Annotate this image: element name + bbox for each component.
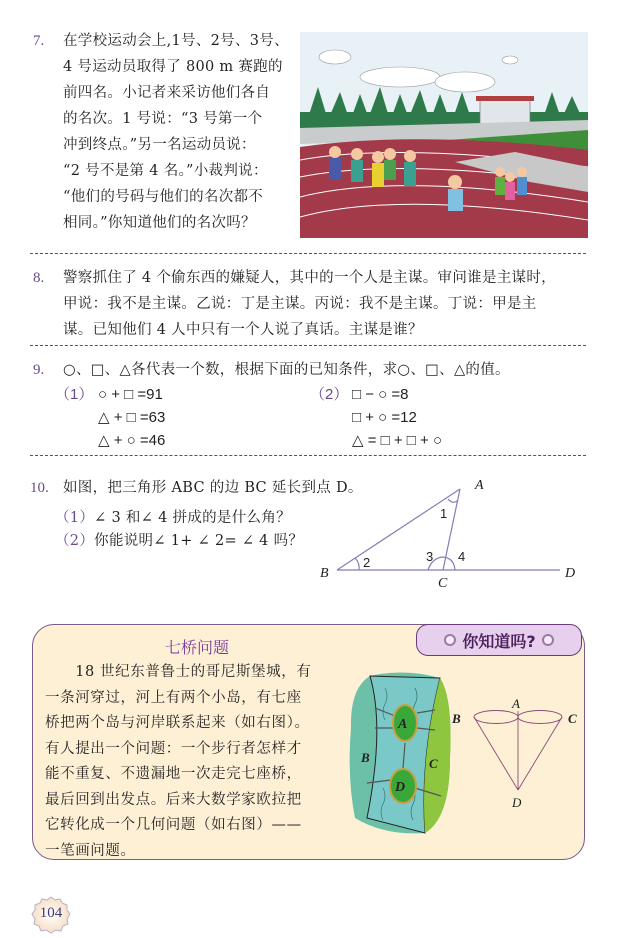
race-illustration [300, 32, 588, 238]
did-you-know-badge [416, 624, 582, 656]
equation: △ + ○ =46 [98, 432, 166, 449]
euler-graph [450, 695, 590, 820]
body-line: 18 世纪东普鲁士的哥尼斯堡城，有 [45, 664, 312, 680]
question-number-7: 7. [33, 33, 45, 49]
q7-line: 的名次。1 号说：“3 号第一个 [63, 111, 263, 127]
map-label-d: D [395, 780, 406, 795]
point-c-label: C [438, 576, 448, 591]
map-label-a: A [398, 717, 408, 732]
question-number-9: 9. [33, 362, 45, 378]
question-number-8: 8. [33, 270, 45, 286]
equation: ○ + □ =91 [98, 386, 163, 403]
q7-line: 前四名。小记者来采访他们各自 [63, 85, 271, 101]
equation: □ − ○ =8 [352, 386, 409, 403]
question-8-text [63, 265, 593, 343]
q7-line: 相同。”你知道他们的名次吗？ [63, 215, 256, 231]
q9-part2-label: （2） [310, 386, 349, 403]
body-line: 桥把两个岛与河岸联系起来（如右图）。 [45, 715, 310, 731]
page-number: 104 [39, 905, 63, 921]
q9-part1-equations [98, 383, 165, 452]
equation: △ + □ =63 [98, 409, 166, 426]
question-number-10: 10. [30, 480, 49, 496]
q8-line: 警察抓住了 4 个偷东西的嫌疑人，其中的一个人是主谋。审问谁是主谋时， [63, 270, 556, 286]
equation: △ = □ + □ + ○ [352, 432, 442, 449]
circle-ornament-icon [542, 634, 554, 646]
q9-part2-equations [352, 383, 442, 452]
circle-ornament-icon [444, 634, 456, 646]
q9-part1-label: （1） [55, 386, 94, 403]
body-line: 它转化成一个几何问题（如右图）—— [45, 817, 302, 833]
point-a-label: A [475, 478, 484, 493]
q7-line: 冲到终点。”另一名运动员说： [63, 137, 256, 153]
point-d-label: D [565, 566, 576, 581]
q7-line: 在学校运动会上,1号、2号、3号、 [63, 33, 289, 49]
map-label-c: C [429, 756, 438, 771]
point-b-label: B [320, 566, 329, 581]
question-7-text [63, 28, 298, 236]
triangle-figure [310, 465, 610, 595]
section-divider [30, 345, 586, 346]
q7-line: “他们的号码与他们的名次都不 [63, 189, 264, 205]
triangle-abc-diagram [310, 465, 610, 595]
konigsberg-map [345, 668, 455, 838]
section-divider [30, 455, 586, 456]
body-line: 能不重复、不遗漏地一次走完七座桥， [45, 766, 302, 782]
euler-graph-diagram [450, 695, 590, 820]
q10-sub2-label: （2） [55, 533, 95, 549]
q10-sub1-label: （1） [55, 510, 95, 526]
q10-sub1-text: ∠ 3 和∠ 4 拼成的是什么角？ [94, 510, 291, 526]
graph-label-a: A [512, 696, 520, 711]
question-10-intro: 如图，把三角形 ABC 的边 BC 延长到点 D。 [63, 480, 363, 496]
seven-bridges-map-image [345, 668, 455, 838]
graph-label-d: D [512, 795, 522, 810]
q8-line: 甲说：我不是主谋。乙说：丁是主谋。丙说：我不是主谋。丁说：甲是主 [63, 296, 537, 312]
race-scene-image [300, 32, 588, 238]
q8-line: 谋。已知他们 4 人中只有一个人说了真话。主谋是谁？ [63, 322, 423, 338]
section-divider [30, 253, 586, 254]
angle-1-label: 1 [440, 506, 448, 521]
graph-label-c: C [568, 711, 577, 726]
map-label-b: B [361, 750, 370, 765]
badge-label: 你知道吗? [462, 631, 536, 651]
equation: □ + ○ =12 [352, 409, 417, 426]
q10-sub2 [55, 528, 303, 554]
body-line: 最后回到出发点。后来大数学家欧拉把 [45, 791, 302, 808]
question-9-intro: ○、□、△各代表一个数，根据下面的已知条件，求○、□、△的值。 [63, 362, 510, 378]
box-title: 七桥问题 [165, 638, 230, 657]
angle-4-label: 4 [458, 549, 466, 564]
box-body [45, 660, 335, 864]
body-line: 一笔画问题。 [45, 842, 136, 859]
angle-3-label: 3 [426, 549, 434, 564]
q7-line: “2 号不是第 4 名。”小裁判说： [63, 163, 268, 179]
q10-sub2-text: 你能说明∠ 1+ ∠ 2= ∠ 4 吗？ [94, 533, 304, 549]
angle-2-label: 2 [363, 555, 371, 570]
q7-line: 4 号运动员取得了 800 m 赛跑的 [63, 59, 283, 75]
body-line: 有人提出一个问题：一个步行者怎样才 [45, 740, 302, 757]
graph-label-b: B [452, 711, 461, 726]
body-line: 一条河穿过，河上有两个小岛，有七座 [45, 689, 302, 706]
page-number-badge [30, 895, 72, 935]
